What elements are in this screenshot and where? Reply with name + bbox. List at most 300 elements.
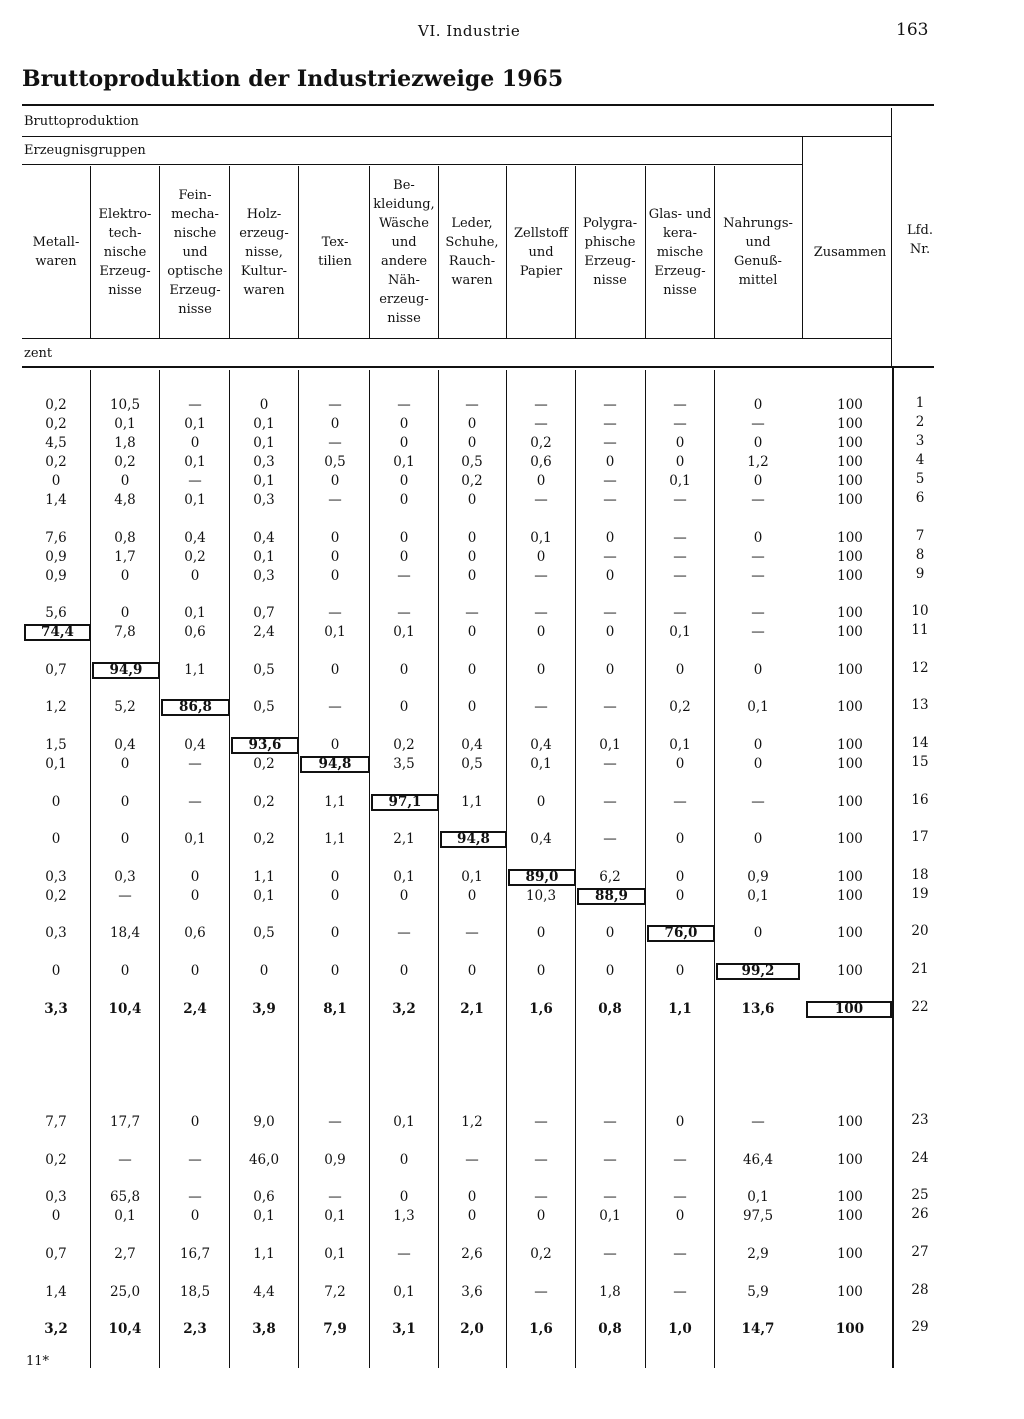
- table-cell-textil: —: [328, 1189, 342, 1205]
- table-cell-holz: 0,1: [253, 1208, 275, 1224]
- table-cell-bekleid: 0,1: [393, 1114, 415, 1130]
- column-header-line: nisse: [108, 283, 142, 298]
- column-rule: [159, 166, 160, 338]
- table-row: [0, 528, 1024, 548]
- table-row: [0, 622, 1024, 642]
- table-cell-elektro: 0: [120, 605, 130, 621]
- table-cell-feinmech: —: [188, 1152, 202, 1168]
- table-cell-zellstoff: 0,2: [530, 435, 552, 451]
- table-cell-zusammen: 100: [837, 1189, 863, 1205]
- row-number: 9: [915, 566, 925, 582]
- table-cell-textil: 0: [330, 925, 340, 941]
- column-header-line: erzeug-: [379, 292, 429, 307]
- column-header-holz: [231, 205, 297, 300]
- column-header-line: mittel: [738, 273, 778, 288]
- table-cell-zusammen: 100: [837, 662, 863, 678]
- table-cell-elektro: 10,5: [109, 397, 141, 413]
- table-cell-zellstoff: —: [534, 1284, 548, 1300]
- table-cell-holz: 0,3: [253, 492, 275, 508]
- table-cell-holz: 4,4: [253, 1284, 275, 1300]
- table-cell-textil: 0: [330, 963, 340, 979]
- column-header-elektro: [92, 205, 158, 300]
- table-cell-elektro: 7,8: [114, 624, 136, 640]
- table-cell-glas: 0,1: [669, 624, 691, 640]
- row-number: 23: [911, 1112, 929, 1128]
- table-cell-leder: 0: [467, 530, 477, 546]
- table-cell-feinmech: 0,1: [184, 831, 206, 847]
- table-cell-feinmech: 16,7: [179, 1246, 211, 1262]
- table-cell-leder: 0,5: [461, 756, 483, 772]
- row-number: 28: [911, 1282, 929, 1298]
- table-cell-holz: 0,2: [253, 831, 275, 847]
- table-cell-zusammen: 100: [837, 435, 863, 451]
- table-cell-glas: 0: [675, 831, 685, 847]
- table-cell-holz: 0: [259, 963, 269, 979]
- table-cell-nahrung: —: [751, 794, 765, 810]
- column-header-zellstoff: [508, 224, 574, 281]
- column-header-poly: [576, 214, 644, 290]
- row-number: 2: [915, 414, 925, 430]
- table-cell-zellstoff: 0: [536, 794, 546, 810]
- table-cell-poly: —: [603, 794, 617, 810]
- table-cell-elektro: 0,2: [114, 454, 136, 470]
- table-cell-zusammen: 100: [837, 699, 863, 715]
- column-header-line: waren: [451, 273, 493, 288]
- table-cell-poly: —: [603, 492, 617, 508]
- table-cell-metall: 0,2: [45, 397, 67, 413]
- table-row: [0, 433, 1024, 453]
- table-row: [0, 490, 1024, 510]
- table-cell-textil: —: [328, 699, 342, 715]
- column-header-line: nisse: [593, 273, 627, 288]
- table-cell-poly: —: [603, 397, 617, 413]
- table-cell-leder: —: [465, 605, 479, 621]
- table-cell-glas: —: [673, 1246, 687, 1262]
- table-row: [0, 547, 1024, 567]
- table-cell-elektro: 1,8: [114, 435, 136, 451]
- table-cell-poly: —: [603, 416, 617, 432]
- table-cell-bekleid: 0: [399, 662, 409, 678]
- table-row: [0, 1244, 1024, 1264]
- column-header-line: nisse: [178, 302, 212, 317]
- table-row: [0, 566, 1024, 586]
- table-cell-holz: 1,1: [253, 869, 275, 885]
- table-cell-leder: 0: [467, 963, 477, 979]
- table-cell-zusammen: 100: [837, 492, 863, 508]
- table-cell-feinmech: 0: [190, 1208, 200, 1224]
- table-cell-zusammen: 100: [837, 1152, 863, 1168]
- row-number: 6: [915, 490, 925, 506]
- table-cell-poly: 0: [605, 963, 615, 979]
- table-cell-poly: 1,8: [599, 1284, 621, 1300]
- table-rule: [22, 366, 934, 368]
- table-cell-zellstoff: 0: [536, 473, 546, 489]
- table-cell-holz: 0,1: [253, 473, 275, 489]
- table-cell-holz: 9,0: [253, 1114, 275, 1130]
- unit-label: zent: [24, 346, 53, 361]
- table-cell-bekleid: 0: [399, 435, 409, 451]
- column-header-line: und: [391, 235, 417, 250]
- column-rule: [229, 166, 230, 338]
- table-cell-nahrung: 0: [753, 530, 763, 546]
- column-header-line: Schuhe,: [445, 235, 499, 250]
- row-number: 15: [911, 754, 929, 770]
- table-cell-glas: 0: [675, 1114, 685, 1130]
- table-cell-feinmech: 0: [190, 435, 200, 451]
- column-header-line: tilien: [318, 254, 352, 269]
- table-cell-bekleid: 3,1: [392, 1321, 416, 1337]
- table-cell-poly: 0: [605, 925, 615, 941]
- table-cell-zusammen: 100: [837, 454, 863, 470]
- table-cell-zusammen: 100: [837, 1246, 863, 1262]
- table-title: Bruttoproduktion der Industriezweige 1965: [22, 66, 564, 92]
- table-cell-bekleid: 3,5: [393, 756, 415, 772]
- table-cell-bekleid: 0: [399, 1152, 409, 1168]
- column-header-line: Lfd.: [907, 223, 933, 238]
- column-header-line: und: [745, 235, 771, 250]
- table-cell-leder: 0: [467, 549, 477, 565]
- table-cell-zusammen: 100: [837, 416, 863, 432]
- diagonal-boxed-cell: 93,6: [231, 737, 299, 754]
- table-cell-textil: 0,1: [324, 1208, 346, 1224]
- column-header-line: erzeug-: [239, 226, 289, 241]
- table-cell-glas: 0,2: [669, 699, 691, 715]
- column-header-line: nisse,: [245, 245, 283, 260]
- table-cell-zusammen: 100: [837, 794, 863, 810]
- table-cell-leder: 0: [467, 492, 477, 508]
- table-cell-zellstoff: —: [534, 1152, 548, 1168]
- table-cell-bekleid: 0: [399, 699, 409, 715]
- table-cell-metall: 1,4: [45, 1284, 67, 1300]
- table-cell-textil: 0,1: [324, 1246, 346, 1262]
- table-cell-nahrung: 0: [753, 662, 763, 678]
- table-rule: [22, 164, 802, 165]
- diagonal-boxed-cell: 88,9: [577, 888, 646, 905]
- table-cell-leder: 0: [467, 662, 477, 678]
- table-cell-metall: 3,3: [44, 1001, 68, 1017]
- column-header-line: Näh-: [388, 273, 420, 288]
- column-header-line: Leder,: [451, 216, 493, 231]
- table-cell-nahrung: 2,9: [747, 1246, 769, 1262]
- table-row: [0, 754, 1024, 774]
- table-cell-metall: 0,7: [45, 1246, 67, 1262]
- column-header-line: kera-: [663, 226, 697, 241]
- table-cell-poly: 0: [605, 454, 615, 470]
- column-header-line: Erzeug-: [654, 264, 706, 279]
- table-cell-elektro: 2,7: [114, 1246, 136, 1262]
- table-row: [0, 735, 1024, 755]
- table-cell-poly: —: [603, 1246, 617, 1262]
- table-cell-textil: 1,1: [324, 794, 346, 810]
- table-cell-leder: 0,5: [461, 454, 483, 470]
- table-cell-bekleid: —: [397, 568, 411, 584]
- row-number: 24: [911, 1150, 929, 1166]
- table-cell-textil: —: [328, 492, 342, 508]
- column-rule: [506, 166, 507, 338]
- column-header-line: tech-: [108, 226, 142, 241]
- column-header-line: optische: [167, 264, 223, 279]
- table-cell-poly: 0: [605, 662, 615, 678]
- table-cell-leder: —: [465, 397, 479, 413]
- table-row: [0, 1206, 1024, 1226]
- table-cell-holz: 0,3: [253, 454, 275, 470]
- diagonal-boxed-cell: 74,4: [24, 624, 91, 641]
- table-cell-bekleid: 1,3: [393, 1208, 415, 1224]
- table-cell-elektro: 17,7: [109, 1114, 141, 1130]
- table-cell-zusammen: 100: [837, 1114, 863, 1130]
- table-cell-textil: —: [328, 605, 342, 621]
- table-cell-elektro: 0,3: [114, 869, 136, 885]
- table-cell-bekleid: 0,1: [393, 454, 415, 470]
- table-cell-elektro: 10,4: [108, 1321, 142, 1337]
- column-header-line: andere: [380, 254, 428, 269]
- table-cell-feinmech: 0,1: [184, 416, 206, 432]
- table-cell-feinmech: 0: [190, 963, 200, 979]
- table-cell-zellstoff: 0: [536, 624, 546, 640]
- table-row: [0, 697, 1024, 717]
- column-header-line: Metall-: [32, 235, 80, 250]
- page-number: 163: [896, 20, 929, 40]
- table-cell-zellstoff: —: [534, 1189, 548, 1205]
- table-cell-nahrung: —: [751, 568, 765, 584]
- row-number: 25: [911, 1187, 929, 1203]
- column-header-line: Be-: [393, 178, 415, 193]
- table-cell-zusammen: 100: [837, 530, 863, 546]
- table-cell-holz: 0,1: [253, 435, 275, 451]
- column-header-line: mische: [656, 245, 704, 260]
- table-cell-metall: 1,2: [45, 699, 67, 715]
- table-cell-poly: 0: [605, 530, 615, 546]
- column-rule: [298, 166, 299, 338]
- table-cell-metall: 0,9: [45, 549, 67, 565]
- table-cell-nahrung: 97,5: [742, 1208, 774, 1224]
- column-header-line: Nr.: [909, 242, 931, 257]
- diagonal-boxed-cell: 100: [806, 1001, 892, 1018]
- table-cell-glas: —: [673, 1284, 687, 1300]
- table-cell-bekleid: 0: [399, 1189, 409, 1205]
- table-cell-leder: 1,2: [461, 1114, 483, 1130]
- table-cell-feinmech: 0,1: [184, 492, 206, 508]
- row-number: 20: [911, 923, 929, 939]
- table-cell-poly: 0,8: [598, 1321, 622, 1337]
- footer-mark: 11*: [26, 1354, 50, 1369]
- table-cell-glas: —: [673, 794, 687, 810]
- table-row: [0, 1112, 1024, 1132]
- table-cell-zellstoff: 1,6: [529, 1001, 553, 1017]
- row-number: 19: [911, 886, 929, 902]
- column-header-line: Genuß-: [734, 254, 782, 269]
- table-cell-zusammen: 100: [837, 1284, 863, 1300]
- column-header-line: Erzeug-: [169, 283, 221, 298]
- table-cell-zellstoff: 0: [536, 1208, 546, 1224]
- table-cell-metall: 5,6: [45, 605, 67, 621]
- table-cell-holz: 0,7: [253, 605, 275, 621]
- column-header-line: nisse: [387, 311, 421, 326]
- column-header-line: Tex-: [321, 235, 349, 250]
- table-cell-zusammen: 100: [837, 831, 863, 847]
- table-cell-nahrung: 0: [753, 756, 763, 772]
- table-cell-metall: 7,7: [45, 1114, 67, 1130]
- table-cell-metall: 0,2: [45, 416, 67, 432]
- table-cell-zusammen: 100: [837, 888, 863, 904]
- table-cell-leder: —: [465, 1152, 479, 1168]
- table-cell-metall: 1,5: [45, 737, 67, 753]
- table-cell-glas: —: [673, 605, 687, 621]
- table-cell-zellstoff: 0,1: [530, 756, 552, 772]
- table-cell-leder: 3,6: [461, 1284, 483, 1300]
- column-header-zusammen: [807, 243, 893, 262]
- table-cell-metall: 0,2: [45, 454, 67, 470]
- table-cell-textil: 1,1: [324, 831, 346, 847]
- table-cell-textil: 0: [330, 416, 340, 432]
- table-cell-poly: —: [603, 831, 617, 847]
- table-cell-glas: —: [673, 530, 687, 546]
- table-cell-poly: 0: [605, 568, 615, 584]
- table-cell-textil: 0: [330, 530, 340, 546]
- table-cell-textil: 0: [330, 662, 340, 678]
- table-row: [0, 923, 1024, 943]
- table-cell-glas: 0: [675, 435, 685, 451]
- row-number: 3: [915, 433, 925, 449]
- table-cell-bekleid: 0,1: [393, 624, 415, 640]
- table-cell-metall: 0,7: [45, 662, 67, 678]
- column-header-textil: [303, 233, 367, 271]
- diagonal-boxed-cell: 86,8: [161, 699, 230, 716]
- table-cell-leder: 0,2: [461, 473, 483, 489]
- column-header-feinmech: [161, 186, 229, 319]
- table-cell-feinmech: 0,1: [184, 454, 206, 470]
- table-cell-zellstoff: —: [534, 568, 548, 584]
- table-cell-leder: 0: [467, 416, 477, 432]
- table-cell-elektro: 0,1: [114, 416, 136, 432]
- table-cell-nahrung: 0: [753, 737, 763, 753]
- table-cell-bekleid: 0: [399, 492, 409, 508]
- table-cell-nahrung: 0,1: [747, 1189, 769, 1205]
- table-cell-feinmech: 1,1: [184, 662, 206, 678]
- table-cell-feinmech: 0: [190, 568, 200, 584]
- table-cell-holz: 0,5: [253, 699, 275, 715]
- table-cell-nahrung: 1,2: [747, 454, 769, 470]
- table-cell-textil: —: [328, 435, 342, 451]
- diagonal-boxed-cell: 94,8: [440, 831, 507, 848]
- table-cell-bekleid: 0: [399, 416, 409, 432]
- row-number: 5: [915, 471, 925, 487]
- table-row: [0, 414, 1024, 434]
- table-cell-textil: 7,9: [323, 1321, 347, 1337]
- table-cell-textil: —: [328, 397, 342, 413]
- row-number: 11: [911, 622, 929, 638]
- table-cell-leder: 2,0: [460, 1321, 484, 1337]
- running-head: VI. Industrie: [418, 22, 521, 40]
- diagonal-boxed-cell: 76,0: [647, 925, 715, 942]
- table-cell-elektro: 4,8: [114, 492, 136, 508]
- table-cell-poly: —: [603, 549, 617, 565]
- table-cell-zusammen: 100: [837, 1208, 863, 1224]
- row-number: 10: [911, 603, 929, 619]
- table-row: [0, 1187, 1024, 1207]
- table-cell-elektro: —: [118, 888, 132, 904]
- table-cell-textil: 0,1: [324, 624, 346, 640]
- table-cell-poly: —: [603, 1189, 617, 1205]
- table-cell-holz: 0,2: [253, 794, 275, 810]
- table-cell-zellstoff: 0: [536, 963, 546, 979]
- table-cell-zusammen: 100: [837, 624, 863, 640]
- table-cell-bekleid: 0: [399, 888, 409, 904]
- table-cell-holz: 46,0: [248, 1152, 280, 1168]
- table-cell-textil: —: [328, 1114, 342, 1130]
- table-cell-metall: 0: [51, 831, 61, 847]
- table-cell-nahrung: 0,1: [747, 888, 769, 904]
- row-number: 22: [911, 999, 929, 1015]
- table-cell-metall: 0: [51, 963, 61, 979]
- table-cell-bekleid: 3,2: [392, 1001, 416, 1017]
- column-header-line: Zusammen: [813, 245, 887, 260]
- table-cell-zusammen: 100: [837, 397, 863, 413]
- table-cell-nahrung: 0: [753, 831, 763, 847]
- table-cell-leder: 0: [467, 624, 477, 640]
- table-cell-poly: —: [603, 473, 617, 489]
- column-header-line: Holz-: [246, 207, 282, 222]
- table-cell-poly: —: [603, 605, 617, 621]
- table-cell-textil: 0,9: [324, 1152, 346, 1168]
- table-cell-elektro: 0: [120, 756, 130, 772]
- table-cell-feinmech: —: [188, 1189, 202, 1205]
- column-header-line: waren: [35, 254, 77, 269]
- table-row: [0, 395, 1024, 415]
- table-cell-bekleid: 2,1: [393, 831, 415, 847]
- column-header-leder: [439, 214, 505, 290]
- table-cell-metall: 0,2: [45, 888, 67, 904]
- column-header-lfd: [900, 221, 940, 259]
- table-cell-glas: 0: [675, 454, 685, 470]
- table-cell-metall: 1,4: [45, 492, 67, 508]
- table-cell-zellstoff: 1,6: [529, 1321, 553, 1337]
- table-cell-leder: 2,6: [461, 1246, 483, 1262]
- column-header-bekleid: [370, 176, 438, 328]
- table-cell-metall: 0,3: [45, 925, 67, 941]
- column-header-line: Erzeug-: [584, 254, 636, 269]
- table-cell-leder: 0: [467, 699, 477, 715]
- table-cell-elektro: 0: [120, 568, 130, 584]
- column-header-line: Polygra-: [582, 216, 638, 231]
- table-cell-bekleid: 0,2: [393, 737, 415, 753]
- table-cell-feinmech: 2,4: [183, 1001, 207, 1017]
- row-number: 4: [915, 452, 925, 468]
- table-cell-elektro: 1,7: [114, 549, 136, 565]
- table-cell-glas: —: [673, 568, 687, 584]
- table-cell-zellstoff: 0,2: [530, 1246, 552, 1262]
- column-header-line: Zellstoff: [514, 226, 568, 241]
- table-cell-holz: 0,1: [253, 416, 275, 432]
- table-cell-leder: 0: [467, 568, 477, 584]
- column-header-metall: [24, 233, 88, 271]
- table-cell-metall: 0,3: [45, 869, 67, 885]
- column-rule: [891, 108, 892, 366]
- row-number: 12: [911, 660, 929, 676]
- column-header-line: und: [182, 245, 208, 260]
- table-cell-textil: 0: [330, 473, 340, 489]
- row-number: 14: [911, 735, 929, 751]
- column-header-line: phische: [584, 235, 636, 250]
- table-cell-bekleid: —: [397, 605, 411, 621]
- table-cell-elektro: 0: [120, 831, 130, 847]
- table-cell-feinmech: 0,4: [184, 737, 206, 753]
- column-header-line: mecha-: [171, 207, 219, 222]
- column-header-line: Glas- und: [648, 207, 712, 222]
- diagonal-boxed-cell: 89,0: [508, 869, 576, 886]
- table-cell-metall: 0,3: [45, 1189, 67, 1205]
- table-cell-leder: 0,1: [461, 869, 483, 885]
